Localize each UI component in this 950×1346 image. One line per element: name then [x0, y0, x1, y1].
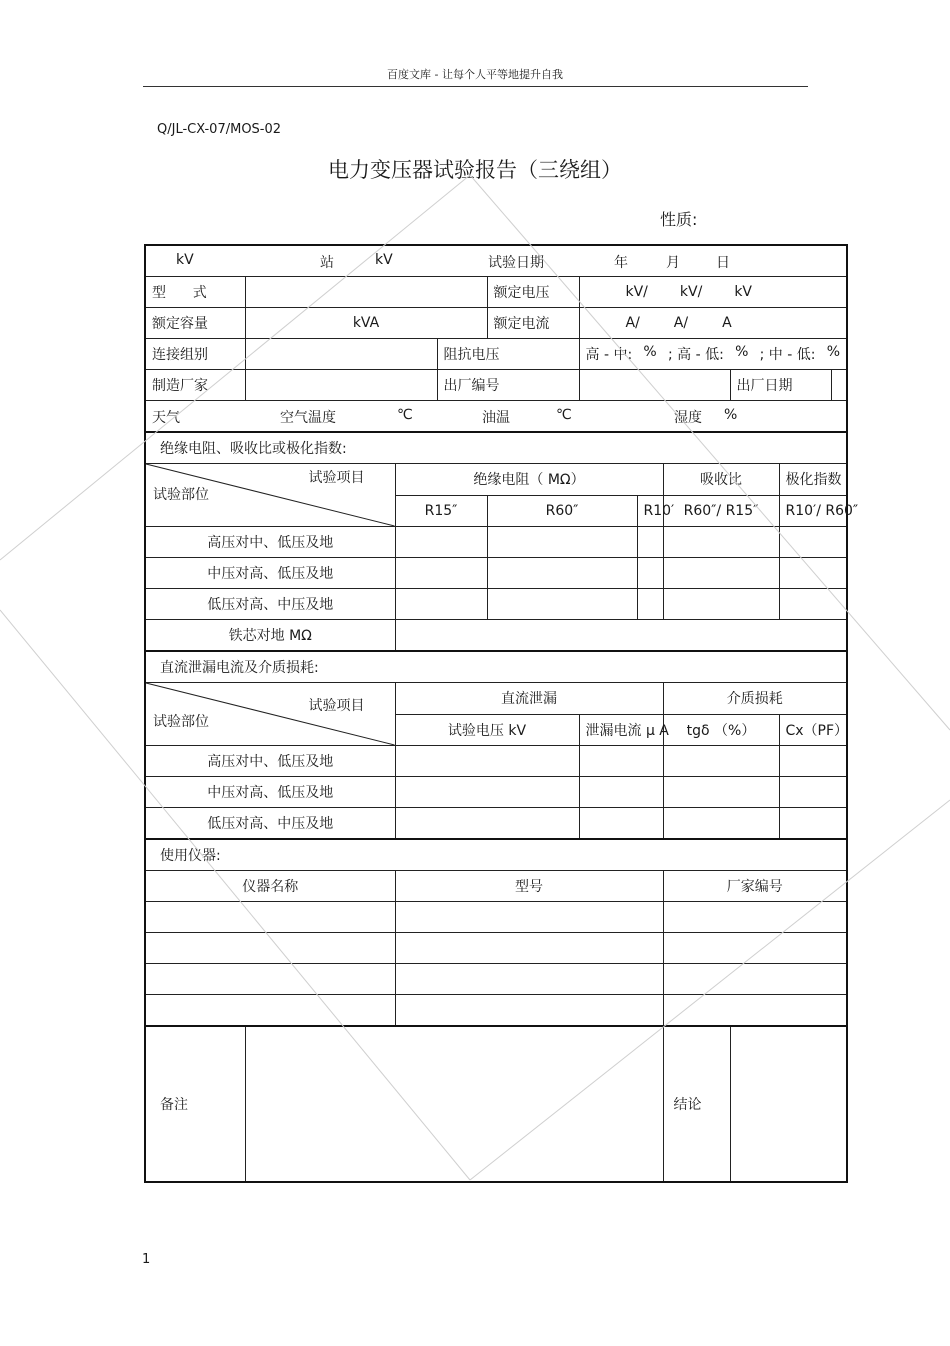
test-date-label: 试验日期: [488, 255, 544, 271]
test-part-hv: 高压对中、低压及地: [145, 527, 395, 558]
rated-current-value: [579, 308, 847, 339]
rated-voltage-unit: kV/: [625, 284, 648, 300]
test-part-mv: 中压对高、低压及地: [145, 558, 395, 589]
manufacture-date-value: [831, 370, 847, 401]
leakage-current-header: 泄漏电流 μ A: [579, 714, 663, 746]
humidity-unit: %: [724, 407, 738, 423]
page-number: 1: [142, 1252, 151, 1267]
kv-unit-2: kV: [375, 252, 393, 268]
table-row: [145, 777, 847, 808]
test-part-hv: 高压对中、低压及地: [145, 746, 395, 777]
weather-label: 天气: [152, 410, 180, 426]
rated-voltage-unit: kV: [734, 284, 752, 300]
serial-number-value: [579, 370, 730, 401]
page-header-text: 百度文库 - 让每个人平等地提升自我: [387, 68, 563, 81]
instruments-section-row: [145, 839, 847, 871]
connection-impedance-row: [145, 339, 847, 370]
impedance-values: [579, 339, 847, 370]
test-report-table: [144, 244, 859, 1183]
serial-number-label: 出厂编号: [437, 370, 579, 401]
manufacturer-label: 制造厂家: [145, 370, 245, 401]
impedance-percent: %: [735, 344, 749, 360]
dc-header-row: [145, 683, 847, 715]
tg-delta-header: tgδ （%）: [663, 714, 779, 746]
conclusion-label: 结论: [663, 1026, 730, 1182]
table-row: [145, 527, 847, 558]
capacitance-header: Cx（PF）: [779, 714, 847, 746]
station-label: 站: [320, 255, 334, 271]
table-row: [145, 589, 847, 620]
impedance-hv-lv: ; 高 - 低:: [667, 347, 724, 363]
manufacturer-value: [245, 370, 437, 401]
oil-temp-unit: ℃: [556, 407, 572, 423]
r60-r15-header: R60″/ R15″: [663, 495, 779, 527]
polarization-index-header: 极化指数: [779, 464, 847, 496]
connection-group-label: 连接组别: [145, 339, 245, 370]
r15-header: R15″: [395, 495, 487, 527]
impedance-mv-lv: ; 中 - 低:: [759, 347, 816, 363]
rated-capacity-unit: kVA: [245, 308, 487, 339]
rated-current-label: 额定电流: [487, 308, 579, 339]
weather-row: [145, 401, 847, 433]
instrument-name-header: 仪器名称: [145, 871, 395, 902]
dielectric-loss-header: 介质损耗: [663, 683, 847, 715]
instrument-model-header: 型号: [395, 871, 663, 902]
report-title: 电力变压器试验报告（三绕组）: [328, 158, 622, 182]
r10-r60-header: R10′/ R60″: [779, 495, 847, 527]
absorption-ratio-header: 吸收比: [663, 464, 779, 496]
insulation-header-row: [145, 464, 847, 496]
insulation-section-title: 绝缘电阻、吸收比或极化指数:: [145, 432, 847, 464]
rated-current-unit: A: [722, 315, 732, 331]
test-part-lv: 低压对高、中压及地: [145, 589, 395, 620]
year-label: 年: [614, 255, 628, 271]
r60-header: R60″: [487, 495, 637, 527]
manufacture-date-label: 出厂日期: [730, 370, 831, 401]
insulation-section-row: [145, 432, 847, 464]
month-label: 月: [666, 255, 680, 271]
table-row: [145, 902, 847, 933]
test-voltage-header: 试验电压 kV: [395, 714, 579, 746]
core-ground-row: [145, 620, 847, 652]
instrument-serial-header: 厂家编号: [663, 871, 847, 902]
dc-leakage-section-title: 直流泄漏电流及介质损耗:: [145, 651, 847, 683]
remark-label: 备注: [145, 1026, 245, 1182]
table-row: [145, 964, 847, 995]
model-value-cell: [245, 277, 487, 308]
test-item-label: 试验项目: [308, 698, 365, 714]
kv-unit-1: kV: [176, 252, 194, 268]
impedance-percent: %: [643, 344, 657, 360]
nature-label: 性质:: [660, 210, 698, 229]
humidity-label: 湿度: [674, 410, 702, 426]
test-part-lv: 低压对高、中压及地: [145, 808, 395, 840]
test-item-label: 试验项目: [308, 470, 365, 486]
test-part-mv: 中压对高、低压及地: [145, 777, 395, 808]
day-label: 日: [716, 255, 730, 271]
dc-diagonal-header: [145, 683, 395, 746]
impedance-percent: %: [826, 344, 841, 360]
dc-leakage-section-row: [145, 651, 847, 683]
air-temp-label: 空气温度: [280, 410, 336, 426]
table-row: [145, 746, 847, 777]
impedance-voltage-label: 阻抗电压: [437, 339, 579, 370]
table-row: [145, 995, 847, 1027]
station-date-row: [145, 245, 847, 277]
rated-current-unit: A/: [625, 315, 640, 331]
connection-group-value: [245, 339, 437, 370]
model-voltage-row: [145, 277, 847, 308]
rated-voltage-unit: kV/: [679, 284, 703, 300]
table-row: [145, 808, 847, 840]
remark-value: [245, 1026, 663, 1182]
rated-voltage-label: 额定电压: [487, 277, 579, 308]
table-row: [145, 933, 847, 964]
impedance-hv-mv: 高 - 中:: [585, 347, 633, 363]
test-part-label: 试验部位: [153, 714, 209, 730]
air-temp-unit: ℃: [397, 407, 413, 423]
manufacturer-row: [145, 370, 847, 401]
rated-current-unit: A/: [673, 315, 689, 331]
rated-voltage-value: [579, 277, 847, 308]
rated-capacity-label: 额定容量: [145, 308, 245, 339]
core-to-ground-label: 铁芯对地 MΩ: [145, 620, 395, 652]
instruments-header-row: [145, 871, 847, 902]
header-divider: [143, 86, 808, 87]
insulation-resistance-header: 绝缘电阻（ MΩ）: [395, 464, 663, 496]
r10-header: R10′: [637, 495, 663, 527]
insulation-diagonal-header: [145, 464, 395, 527]
remarks-row: [145, 1026, 847, 1182]
document-code: Q/JL-CX-07/MOS-02: [157, 122, 282, 137]
instruments-section-title: 使用仪器:: [145, 839, 847, 871]
test-part-label: 试验部位: [153, 487, 209, 503]
core-to-ground-value: [395, 620, 847, 652]
oil-temp-label: 油温: [482, 410, 510, 426]
table-row: [145, 558, 847, 589]
capacity-current-row: [145, 308, 847, 339]
conclusion-value: [730, 1026, 847, 1182]
model-label: 型 式: [145, 277, 245, 308]
dc-leakage-header: 直流泄漏: [395, 683, 663, 715]
